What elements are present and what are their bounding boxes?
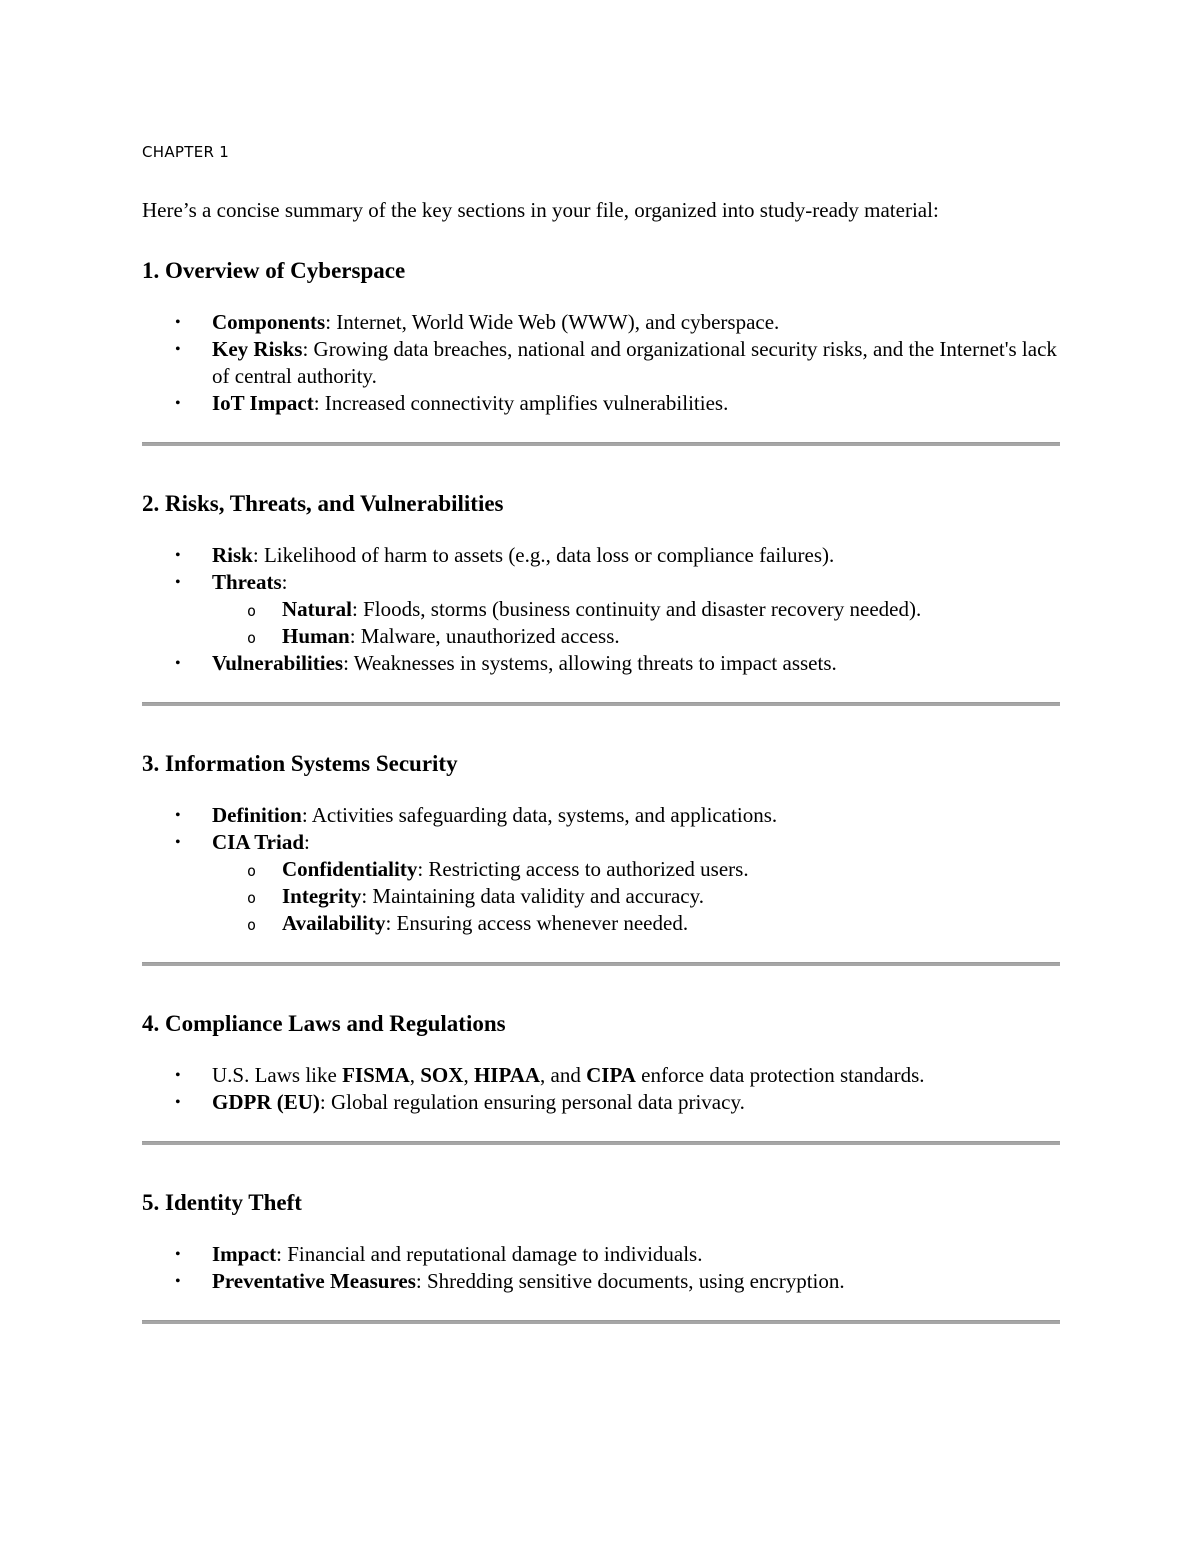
- item-term: Key Risks: [212, 337, 303, 361]
- item-text: : Growing data breaches, national and organizational security risks, and the Internet's lack of central authority.: [212, 337, 1057, 388]
- item-term: Definition: [212, 803, 302, 827]
- item-text: ,: [409, 1063, 421, 1087]
- horizontal-rule: [142, 962, 1060, 966]
- item-text: :: [304, 830, 310, 854]
- bullet-list: [142, 542, 1060, 677]
- sub-bullet-icon: o: [247, 862, 257, 880]
- section-heading: 4. Compliance Laws and Regulations: [142, 1011, 506, 1036]
- list-item: [142, 650, 1060, 677]
- law-name: CIPA: [586, 1063, 636, 1087]
- bullet-icon: •: [175, 1273, 181, 1290]
- sub-item-term: Human: [282, 624, 350, 648]
- list-item: [142, 829, 1060, 937]
- law-name: FISMA: [342, 1063, 410, 1087]
- law-name: SOX: [420, 1063, 464, 1087]
- item-text: , and: [540, 1063, 587, 1087]
- bullet-icon: •: [175, 1094, 181, 1111]
- horizontal-rule: [142, 1320, 1060, 1324]
- item-term: Vulnerabilities: [212, 651, 344, 675]
- item-text: : Activities safeguarding data, systems, and applications.: [301, 803, 778, 827]
- item-term: Risk: [212, 543, 253, 567]
- chapter-label: CHAPTER 1: [142, 143, 230, 161]
- bullet-icon: •: [175, 655, 181, 672]
- sub-list: [142, 596, 1060, 650]
- item-term: Components: [212, 310, 326, 334]
- law-name: HIPAA: [473, 1063, 541, 1087]
- item-text: : Increased connectivity amplifies vulnerabilities.: [313, 391, 729, 415]
- sections-container: [142, 256, 1060, 1324]
- bullet-icon: •: [175, 574, 181, 591]
- bullet-list: [142, 309, 1060, 417]
- section-5: [142, 1188, 1060, 1324]
- document-page: [142, 142, 1060, 1367]
- sub-list-item: [142, 856, 1060, 883]
- sub-item-text: : Malware, unauthorized access.: [349, 624, 620, 648]
- sub-bullet-icon: o: [247, 602, 257, 620]
- item-term: CIA Triad: [212, 830, 304, 854]
- item-text: : Weaknesses in systems, allowing threats to impact assets.: [343, 651, 837, 675]
- sub-list: [142, 856, 1060, 937]
- sub-list-item: [142, 883, 1060, 910]
- item-text: ,: [463, 1063, 474, 1087]
- bullet-list: [142, 1062, 1060, 1116]
- bullet-list: [142, 802, 1060, 937]
- sub-item-term: Confidentiality: [282, 857, 418, 881]
- list-item: [142, 309, 1060, 336]
- item-text: U.S. Laws like: [212, 1063, 343, 1087]
- sub-list-item: [142, 623, 1060, 650]
- item-text: enforce data protection standards.: [635, 1063, 925, 1087]
- sub-bullet-icon: o: [247, 629, 257, 647]
- item-term: GDPR (EU): [212, 1090, 320, 1114]
- list-item: [142, 1268, 1060, 1295]
- sub-item-text: : Ensuring access whenever needed.: [385, 911, 689, 935]
- sub-item-term: Natural: [282, 597, 352, 621]
- section-3: [142, 749, 1060, 966]
- item-term: Threats: [212, 570, 282, 594]
- section-heading: 2. Risks, Threats, and Vulnerabilities: [142, 491, 504, 516]
- section-1: [142, 256, 1060, 446]
- bullet-list: [142, 1241, 1060, 1295]
- bullet-icon: •: [175, 807, 181, 824]
- horizontal-rule: [142, 442, 1060, 446]
- sub-list-item: [142, 910, 1060, 937]
- item-term: Preventative Measures: [212, 1269, 416, 1293]
- list-item: [142, 542, 1060, 569]
- bullet-icon: •: [175, 547, 181, 564]
- sub-item-text: : Maintaining data validity and accuracy.: [361, 884, 705, 908]
- item-text: : Shredding sensitive documents, using encryption.: [415, 1269, 845, 1293]
- bullet-icon: •: [175, 1246, 181, 1263]
- sub-item-term: Availability: [282, 911, 386, 935]
- bullet-icon: •: [175, 834, 181, 851]
- list-item: [142, 390, 1060, 417]
- item-term: Impact: [212, 1242, 277, 1266]
- section-heading: 5. Identity Theft: [142, 1190, 302, 1215]
- list-item: [142, 1241, 1060, 1268]
- section-heading: 1. Overview of Cyberspace: [142, 258, 406, 283]
- item-text: :: [281, 570, 288, 594]
- bullet-icon: •: [175, 314, 181, 331]
- bullet-icon: •: [175, 395, 181, 412]
- list-item: [142, 1062, 1060, 1089]
- sub-list-item: [142, 596, 1060, 623]
- sub-item-term: Integrity: [282, 884, 362, 908]
- bullet-icon: •: [175, 341, 181, 358]
- sub-item-text: : Floods, storms (business continuity and disaster recovery needed).: [352, 597, 922, 621]
- bullet-icon: •: [175, 1067, 181, 1084]
- item-text: : Likelihood of harm to assets (e.g., data loss or compliance failures).: [252, 543, 835, 567]
- sub-item-text: : Restricting access to authorized users.: [417, 857, 749, 881]
- list-item: [142, 802, 1060, 829]
- sub-bullet-icon: o: [247, 916, 257, 934]
- sub-bullet-icon: o: [247, 889, 257, 907]
- item-text: : Financial and reputational damage to individuals.: [276, 1242, 703, 1266]
- section-heading: 3. Information Systems Security: [142, 751, 458, 776]
- section-4: [142, 1009, 1060, 1145]
- item-text: : Internet, World Wide Web (WWW), and cyberspace.: [325, 310, 780, 334]
- section-2: [142, 489, 1060, 706]
- list-item: [142, 336, 1060, 390]
- horizontal-rule: [142, 702, 1060, 706]
- item-term: IoT Impact: [212, 391, 314, 415]
- horizontal-rule: [142, 1141, 1060, 1145]
- list-item: [142, 1089, 1060, 1116]
- list-item: [142, 569, 1060, 650]
- item-text: : Global regulation ensuring personal data privacy.: [319, 1090, 745, 1114]
- intro-paragraph: Here’s a concise summary of the key sections in your file, organized into study-ready material:: [142, 198, 939, 222]
